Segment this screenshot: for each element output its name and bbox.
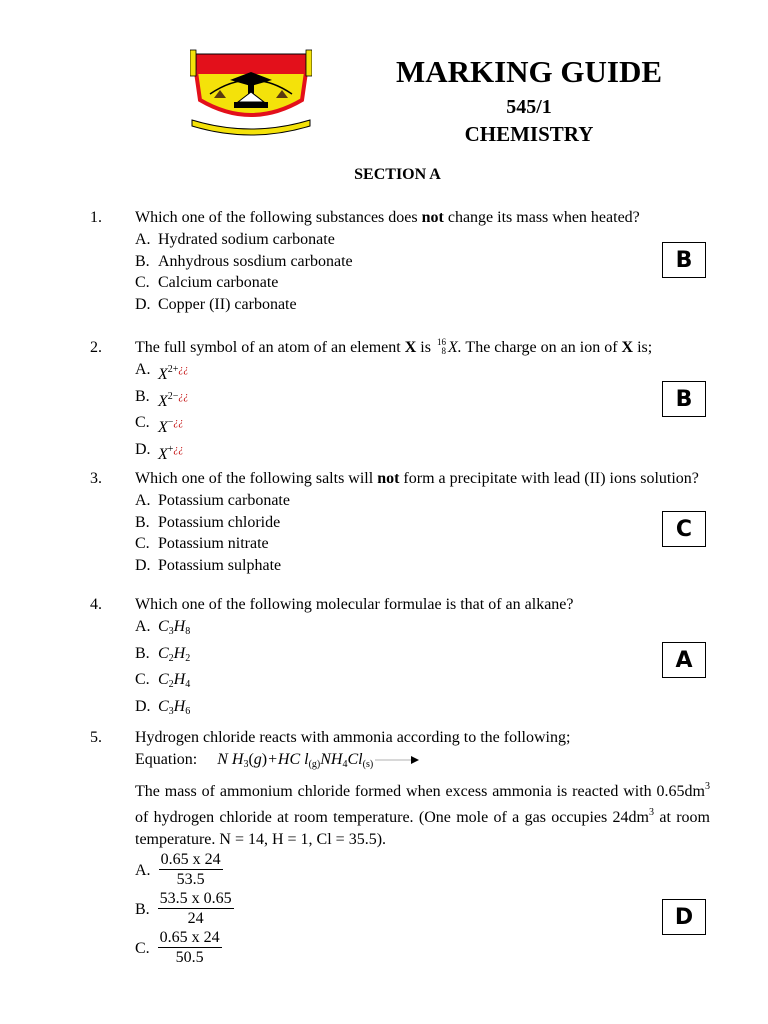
question-5 [90,727,710,968]
option-b: B. C2H2 [135,644,191,664]
option-b: B. $X^{2-¿¿}$ [135,387,189,410]
document-title: MARKING GUIDE [395,54,663,89]
option-a: A. C3H8 [135,617,191,637]
answer-box-4: A [662,642,706,678]
option-a: A. Hydrated sodium carbonate [135,230,335,248]
option-c: C. C2H4 [135,671,191,691]
question-3 [90,468,710,577]
answer-box-2: B [662,381,706,417]
option-c: C. Potassium nitrate [135,535,269,553]
question-stem: The full symbol of an atom of an element X is 16 8 X. The charge on an ion of X is; [135,337,653,356]
option-c: C. $\frac{0.65 x 24}{50.5}$ [135,929,220,967]
equation-line: Equation: N H3(g)+HC l(g)NH4Cl(s) [135,749,710,776]
question-stem: Which one of the following substances does not change its mass when heated? [135,209,640,226]
option-d: D. Copper (II) carbonate [135,296,297,314]
option-d: D. X+¿¿ [135,441,184,464]
option-a: A. $\frac{0.65 x 24}{53.5}$ [135,851,221,889]
question-number: 5. [90,729,102,746]
question-paragraph: The mass of ammonium chloride formed when excess ammonia is reacted with $0.65dm^3$ of hydrogen chloride at room temperature. (One mole of a gas occupies $24dm^3$ at room temperature. N = 14, H = 1, Cl = 35.5). [135,780,710,849]
option-a: A. $X^{2+¿¿}$ [135,360,189,383]
question-4 [90,594,710,723]
option-a: A. Potassium carbonate [135,491,290,509]
question-1 [90,207,710,316]
option-b: B. $\frac{53.5 x 0.65}{24}$ [135,890,232,928]
reaction-arrow-icon [375,755,419,765]
answer-box-5: D [662,899,706,935]
option-d: D. Potassium sulphate [135,557,282,575]
question-2 [90,337,710,466]
option-d: D. C3H6 [135,698,191,718]
option-c: C. Calcium carbonate [135,274,279,292]
subject-name: CHEMISTRY [464,122,594,146]
school-crest-logo [190,46,312,136]
question-stem: Which one of the following salts will not form a precipitate with lead (II) ions solution? [135,470,699,487]
question-number: 2. [90,339,102,356]
paper-code: 545/1 [506,96,552,118]
option-b: B. Anhydrous sosdium carbonate [135,252,353,270]
option-b: B. Potassium chloride [135,513,281,531]
question-number: 1. [90,209,102,226]
answer-box-1: B [662,242,706,278]
question-number: 4. [90,596,102,613]
option-c: C. X−¿¿ [135,414,184,437]
answer-box-3: C [662,511,706,547]
question-stem: Which one of the following molecular formulae is that of an alkane? [135,596,574,613]
question-stem: Hydrogen chloride reacts with ammonia according to the following; [135,729,571,746]
question-number: 3. [90,470,102,487]
section-heading: SECTION A [354,166,441,183]
